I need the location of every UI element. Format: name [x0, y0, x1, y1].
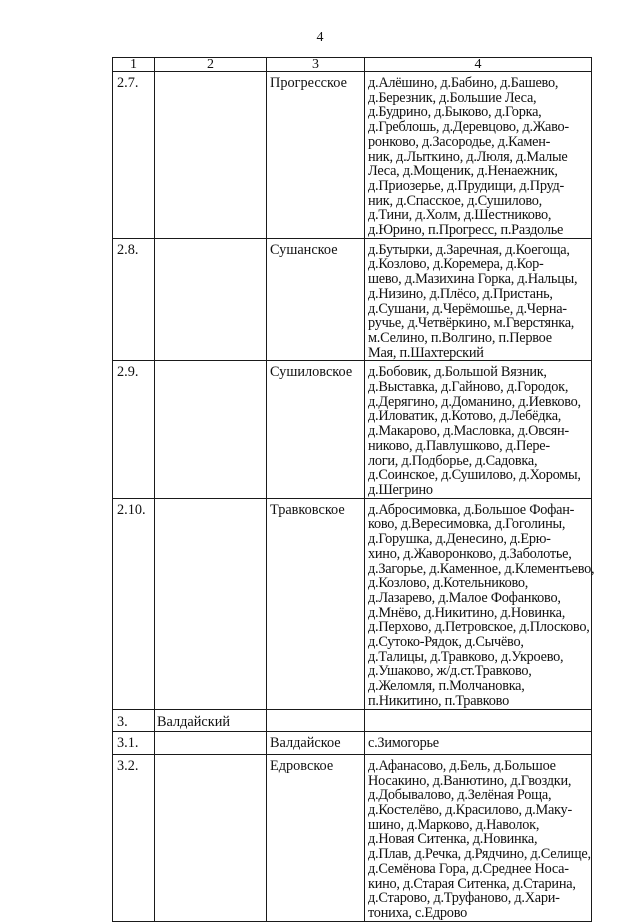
table-row [113, 498, 592, 709]
municipality-name: Прогресское [267, 72, 365, 239]
settlements-line: д.Соинское, д.Сушилово, д.Хоромы, [368, 467, 581, 484]
settlements-line: Леса, д.Мощеник, д.Ненаежник, [368, 163, 558, 180]
header-col-2: 2 [155, 58, 267, 72]
settlements-line: шино, д.Марково, д.Наволок, [368, 816, 540, 833]
table-row [113, 238, 592, 361]
settlements-line: д.Старово, д.Труфаново, д.Хари- [368, 890, 560, 907]
district-name [155, 754, 267, 921]
settlements-line: д.Тини, д.Холм, д.Шестниково, [368, 207, 552, 224]
settlements-line: кино, д.Старая Ситенка, д.Старина, [368, 875, 576, 892]
settlements-line: шево, д.Мазихина Горка, д.Нальцы, [368, 271, 578, 288]
settlements-line: д.Греблошь, д.Деревцово, д.Жаво- [368, 119, 569, 136]
settlements-line: ронково, д.Засородье, д.Камен- [368, 133, 551, 150]
settlements-line: тониха, с.Едрово [368, 904, 467, 921]
settlements-list [365, 238, 592, 361]
settlements-line: Мая, п.Шахтерский [368, 344, 484, 361]
settlements-line: д.Козлово, д.Коремера, д.Кор- [368, 256, 544, 273]
settlements-list [365, 709, 592, 732]
settlements-line: д.Горушка, д.Денесино, д.Ерю- [368, 531, 551, 548]
settlements-list [365, 361, 592, 498]
district-name [155, 732, 267, 755]
district-name [155, 498, 267, 709]
settlements-line: д.Плав, д.Речка, д.Рядчино, д.Селище, [368, 846, 591, 863]
settlements-line: ково, д.Вересимовка, д.Гоголины, [368, 516, 566, 533]
settlements-line: д.Алёшино, д.Бабино, д.Башево, [368, 75, 559, 91]
settlements-line: д.Ушаково, ж/д.ст.Травково, [368, 663, 532, 680]
district-name [155, 72, 267, 239]
settlements-line: д.Выставка, д.Гайново, д.Городок, [368, 379, 569, 396]
row-number: 2.8. [113, 238, 155, 361]
settlements-line: д.Шегрино [368, 481, 433, 498]
municipality-name: Сушиловское [267, 361, 365, 498]
table-row [113, 361, 592, 498]
settlements-line: д.Иловатик, д.Котово, д.Лебёдка, [368, 408, 562, 425]
settlements-line: логи, д.Подборье, д.Садовка, [368, 452, 538, 469]
settlements-line: д.Макарово, д.Масловка, д.Овсян- [368, 423, 569, 440]
settlements-line: д.Желомля, п.Молчановка, [368, 678, 525, 695]
table-row [113, 72, 592, 239]
settlements-line: д.Бобовик, д.Большой Вязник, [368, 364, 547, 381]
settlements-line: д.Перхово, д.Петровское, д.Плосково, [368, 619, 590, 636]
row-number: 3. [113, 709, 155, 732]
settlements-line: д.Дерягино, д.Доманино, д.Иевково, [368, 393, 581, 410]
table-row [113, 754, 592, 921]
municipality-name: Едровское [267, 754, 365, 921]
settlements-line: д.Новая Ситенка, д.Новинка, [368, 831, 538, 848]
settlements-list [365, 72, 592, 239]
table-row [113, 732, 592, 755]
settlements-line: д.Сушани, д.Черёмошье, д.Черна- [368, 300, 567, 317]
settlements-line: д.Приозерье, д.Прудищи, д.Пруд- [368, 177, 565, 194]
settlements-line: д.Низино, д.Плёсо, д.Пристань, [368, 285, 553, 302]
page-number: 4 [316, 30, 324, 45]
settlements-line: д.Костелёво, д.Красилово, д.Маку- [368, 802, 572, 819]
settlements-line: с.Зимогорье [368, 735, 439, 752]
settlements-line: д.Семёнова Гора, д.Среднее Носа- [368, 860, 569, 877]
row-number: 3.2. [113, 754, 155, 921]
settlements-list [365, 732, 592, 755]
row-number: 3.1. [113, 732, 155, 755]
settlements-line: д.Афанасово, д.Бель, д.Большое [368, 757, 556, 774]
settlements-line: д.Мнёво, д.Никитино, д.Новинка, [368, 604, 566, 621]
settlements-line: м.Селино, п.Волгино, п.Первое [368, 329, 552, 346]
settlements-list [365, 754, 592, 921]
table-row [113, 709, 592, 732]
settlements-line: д.Сутоко-Рядок, д.Сычёво, [368, 634, 524, 651]
settlements-line: д.Бутырки, д.Заречная, д.Коегоща, [368, 241, 570, 258]
header-col-1: 1 [113, 58, 155, 72]
settlements-line: д.Юрино, п.Прогресс, п.Раздолье [368, 222, 564, 239]
municipality-name: Сушанское [267, 238, 365, 361]
settlements-line: д.Будрино, д.Быково, д.Горка, [368, 104, 542, 121]
settlements-line: Носакино, д.Ванютино, д.Гвоздки, [368, 772, 572, 789]
settlements-line: д.Абросимовка, д.Большое Фофан- [368, 501, 575, 518]
settlements-line: хино, д.Жаворонково, д.Заболотье, [368, 545, 572, 562]
settlements-line: д.Лазарево, д.Малое Фофанково, [368, 589, 561, 606]
municipality-name [267, 709, 365, 732]
row-number: 2.10. [113, 498, 155, 709]
district-name [155, 361, 267, 498]
district-name [155, 238, 267, 361]
row-number: 2.7. [113, 72, 155, 239]
settlements-line: д.Березник, д.Большие Леса, [368, 89, 537, 106]
settlements-line: д.Козлово, д.Котельниково, [368, 575, 529, 592]
settlements-line: д.Добывалово, д.Зелёная Роща, [368, 787, 552, 804]
settlements-line: ник, д.Лыткино, д.Люля, д.Малые [368, 148, 568, 165]
row-number: 2.9. [113, 361, 155, 498]
municipality-name: Валдайское [267, 732, 365, 755]
header-col-4: 4 [365, 58, 592, 72]
settlements-line: д.Загорье, д.Каменное, д.Клементьево, [368, 560, 595, 577]
district-name: Валдайский [155, 709, 267, 732]
settlements-line: д.Талицы, д.Травково, д.Укроево, [368, 648, 564, 665]
settlements-list [365, 498, 595, 709]
settlements-line: ручье, д.Четвёркино, м.Гверстянка, [368, 315, 575, 332]
municipality-name: Травковское [267, 498, 365, 709]
settlements-line: п.Никитино, п.Травково [368, 692, 509, 709]
settlements-line: никово, д.Павлушково, д.Пере- [368, 437, 550, 454]
header-col-3: 3 [267, 58, 365, 72]
settlements-line: ник, д.Спасское, д.Сушилово, [368, 192, 543, 209]
settlements-table [112, 57, 595, 922]
table-header-row [113, 58, 592, 72]
